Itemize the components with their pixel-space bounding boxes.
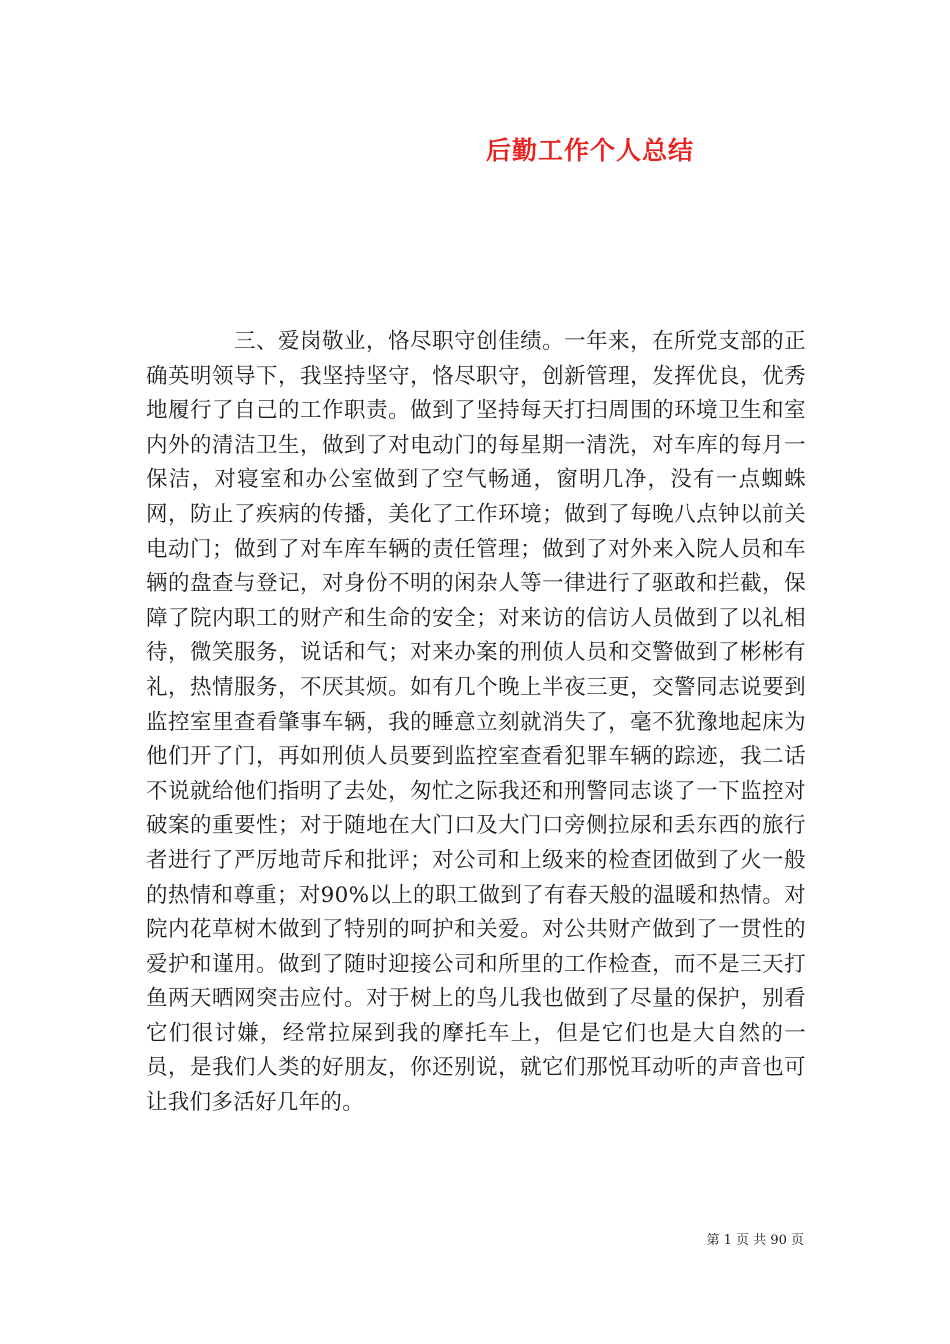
page-number-footer: 第 1 页 共 90 页	[706, 1233, 804, 1248]
body-paragraph: 三、爱岗敬业，恪尽职守创佳绩。一年来，在所党支部的正确英明领导下，我坚持坚守，恪尽职守，创新管理，发挥优良，优秀地履行了自己的工作职责。做到了坚持每天打扫周围的环境卫生和室内外的清洁卫生，做到了对电动门的每星期一清洗，对车库的每月一保洁，对寝室和办公室做到了空气畅通，窗明几净，没有一点蜘蛛网，防止了疾病的传播，美化了工作环境；做到了每晚八点钟以前关电动门；做到了对车库车辆的责任管理；做到了对外来入院人员和车辆的盘查与登记，对身份不明的闲杂人等一律进行了驱敢和拦截，保障了院内职工的财产和生命的安全；对来访的信访人员做到了以礼相待，微笑服务，说话和气；对来办案的刑侦人员和交警做到了彬彬有礼，热情服务，不厌其烦。如有几个晚上半夜三更，交警同志说要到监控室里查看肇事车辆，我的睡意立刻就消失了，毫不犹豫地起床为他们开了门，再如刑侦人员要到监控室查看犯罪车辆的踪迹，我二话不说就给他们指明了去处，匆忙之际我还和刑警同志谈了一下监控对破案的重要性；对于随地在大门口及大门口旁侧拉尿和丢东西的旅行者进行了严厉地苛斥和批评；对公司和上级来的检查团做到了火一般的热情和尊重；对90%以上的职工做到了有春天般的温暖和热情。对院内花草树木做到了特别的呵护和关爱。对公共财产做到了一贯性的爱护和谨用。做到了随时迎接公司和所里的工作检查，而不是三天打鱼两天晒网突击应付。对于树上的鸟儿我也做到了尽量的保护，别看它们很讨嫌，经常拉屎到我的摩托车上，但是它们也是大自然的一员，是我们人类的好朋友，你还别说，就它们那悦耳动听的声音也可让我们多活好几年的。	[146, 329, 806, 1116]
document-title: 后勤工作个人总结	[485, 136, 694, 165]
